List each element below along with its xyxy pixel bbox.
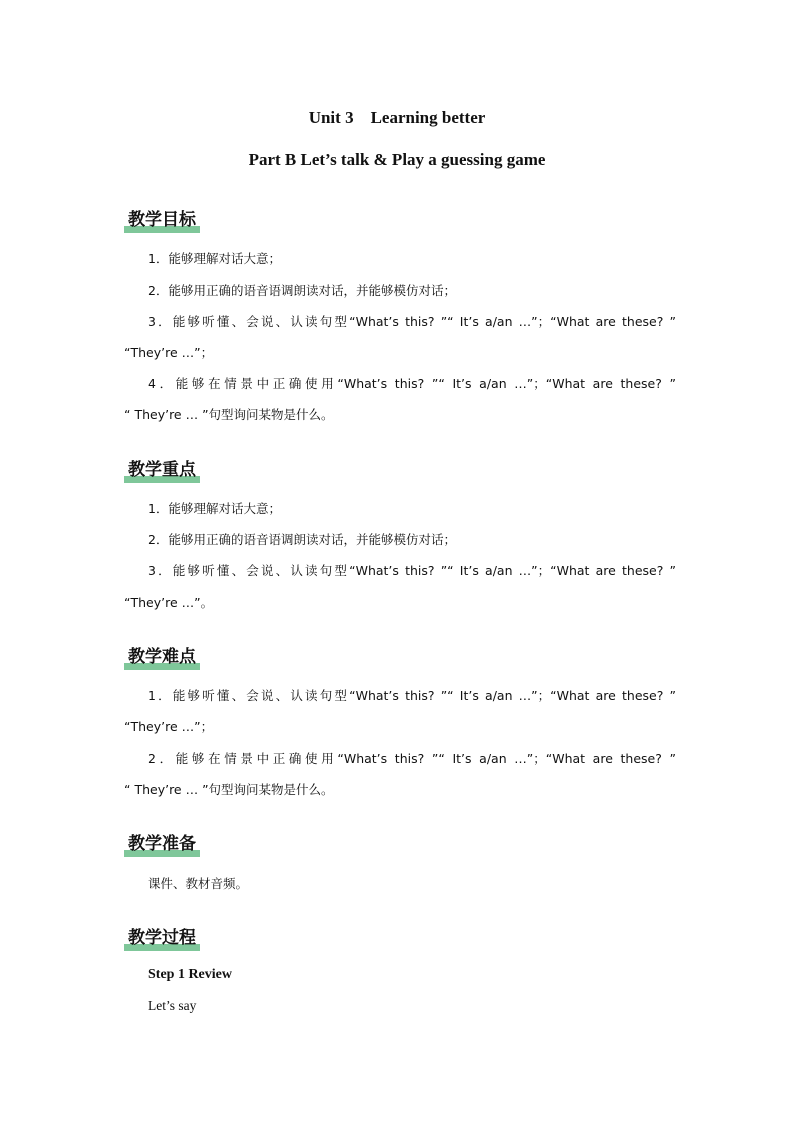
difficulty-2-cont: “ They’re … ”句型询问某物是什么。: [124, 782, 334, 797]
difficulty-1-cont: “They’re …”；: [124, 719, 214, 734]
objective-2: 2．能够用正确的语音语调朗读对话，并能够模仿对话；: [148, 283, 456, 298]
objective-3: 3．能够听懂、会说、认读句型“What’s this? ”“ It’s a/an …”；“What are these? ”: [148, 314, 676, 329]
key-point-1: 1．能够理解对话大意；: [148, 501, 281, 516]
lesson-title: Part B Let’s talk & Play a guessing game: [248, 150, 546, 169]
difficulty-2: 2．能够在情景中正确使用“What’s this? ”“ It’s a/an …”；“What are these? ”: [148, 751, 676, 766]
key-point-3: 3．能够听懂、会说、认读句型“What’s this? ”“ It’s a/an …”；“What are these? ”: [148, 563, 676, 578]
heading-objectives: 教学目标: [124, 205, 200, 231]
objective-3-cont: “They’re …”；: [124, 345, 214, 360]
step-1-subtitle: Let’s say: [148, 998, 197, 1013]
objective-4-cont: “ They’re … ”句型询问某物是什么。: [124, 407, 334, 422]
objective-1: 1．能够理解对话大意；: [148, 251, 281, 266]
preparation-text: 课件、教材音频。: [148, 876, 249, 891]
objective-4: 4．能够在情景中正确使用“What’s this? ”“ It’s a/an …”；“What are these? ”: [148, 376, 676, 391]
key-point-2: 2．能够用正确的语音语调朗读对话，并能够模仿对话；: [148, 532, 456, 547]
heading-process: 教学过程: [124, 923, 200, 949]
difficulty-1: 1．能够听懂、会说、认读句型“What’s this? ”“ It’s a/an …”；“What are these? ”: [148, 688, 676, 703]
key-point-3-cont: “They’re …”。: [124, 595, 214, 610]
heading-key-points: 教学重点: [124, 455, 200, 481]
heading-preparation: 教学准备: [124, 829, 200, 855]
heading-difficulties: 教学难点: [124, 642, 200, 668]
unit-title: Unit 3 Learning better: [308, 108, 486, 127]
step-1-title: Step 1 Review: [148, 967, 232, 982]
